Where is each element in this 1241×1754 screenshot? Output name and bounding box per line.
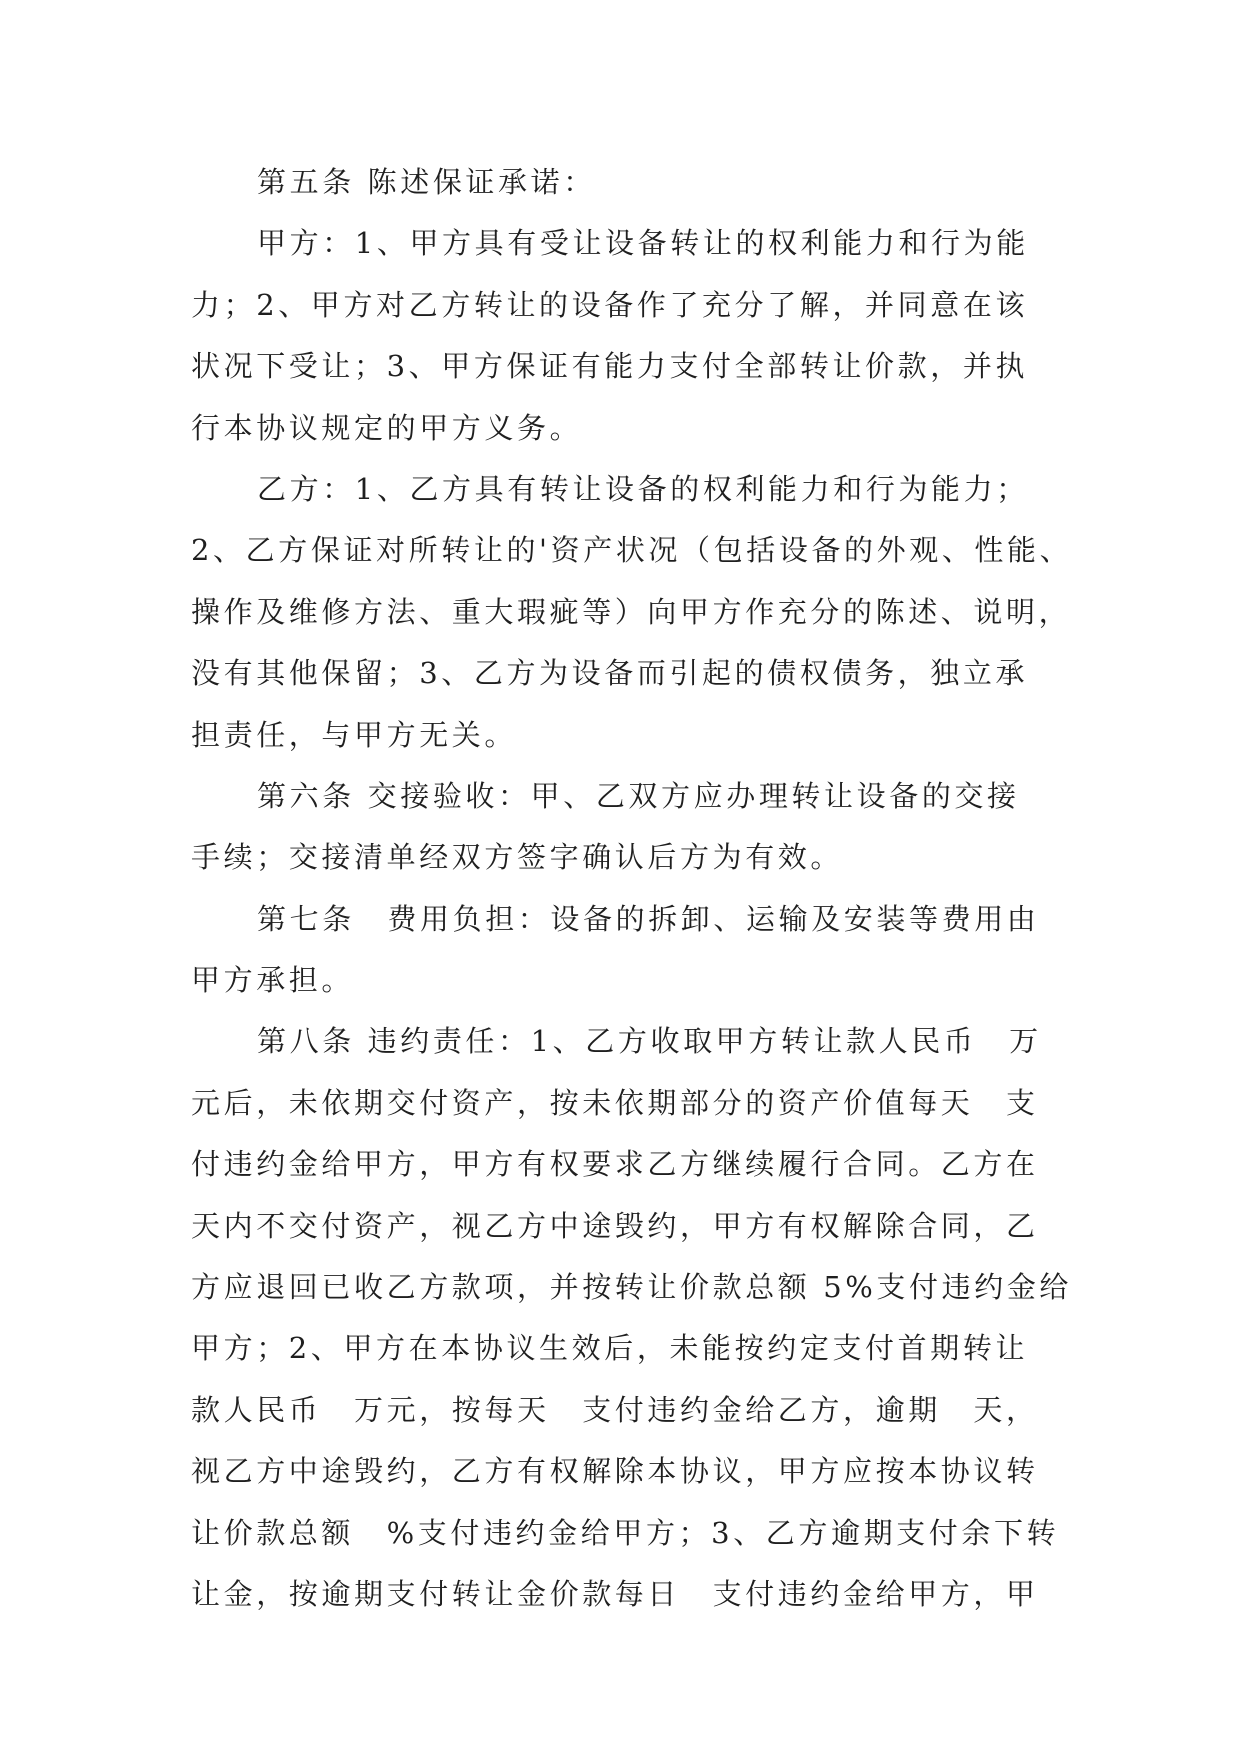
text-line: 甲方；2、甲方在本协议生效后，未能按约定支付首期转让 bbox=[191, 1331, 1029, 1366]
text-line: 让金，按逾期支付转让金价款每日 支付违约金给甲方，甲 bbox=[191, 1576, 1039, 1611]
article-5-heading: 第五条 陈述保证承诺： bbox=[257, 165, 596, 199]
text-line: 甲方：1、甲方具有受让设备转让的权利能力和行为能 bbox=[257, 226, 1029, 261]
article-6-heading: 第六条 交接验收：甲、乙双方应办理转让设备的交接 bbox=[257, 778, 1020, 813]
article-7-heading: 第七条 费用负担：设备的拆卸、运输及安装等费用由 bbox=[257, 901, 1040, 936]
text-line: 状况下受让；3、甲方保证有能力支付全部转让价款，并执 bbox=[191, 349, 1029, 384]
text-line: 行本协议规定的甲方义务。 bbox=[191, 410, 583, 445]
text-line: 没有其他保留；3、乙方为设备而引起的债权债务，独立承 bbox=[191, 656, 1029, 691]
article-8-heading: 第八条 违约责任：1、乙方收取甲方转让款人民币 万 bbox=[257, 1024, 1042, 1059]
text-line: 让价款总额 %支付违约金给甲方；3、乙方逾期支付余下转 bbox=[191, 1515, 1060, 1550]
text-line: 操作及维修方法、重大瑕疵等）向甲方作充分的陈述、说明， bbox=[191, 594, 1072, 629]
text-line: 力；2、甲方对乙方转让的设备作了充分了解，并同意在该 bbox=[191, 287, 1029, 322]
text-line: 手续；交接清单经双方签字确认后方为有效。 bbox=[191, 840, 844, 875]
text-line: 乙方：1、乙方具有转让设备的权利能力和行为能力； bbox=[257, 471, 1029, 506]
text-line: 方应退回已收乙方款项，并按转让价款总额 5%支付违约金给 bbox=[191, 1270, 1073, 1305]
text-line: 款人民币 万元，按每天 支付违约金给乙方，逾期 天， bbox=[191, 1392, 1039, 1427]
text-line: 天内不交付资产，视乙方中途毁约，甲方有权解除合同，乙 bbox=[191, 1208, 1039, 1243]
text-line: 视乙方中途毁约，乙方有权解除本协议，甲方应按本协议转 bbox=[191, 1454, 1039, 1489]
text-line: 元后，未依期交付资产，按未依期部分的资产价值每天 支 bbox=[191, 1085, 1039, 1120]
text-line: 付违约金给甲方，甲方有权要求乙方继续履行合同。乙方在 bbox=[191, 1147, 1039, 1182]
text-line: 甲方承担。 bbox=[191, 963, 355, 998]
text-line: 2、乙方保证对所转让的'资产状况（包括设备的外观、性能、 bbox=[191, 533, 1073, 568]
text-line: 担责任，与甲方无关。 bbox=[191, 717, 518, 752]
document-body bbox=[191, 152, 1073, 1625]
